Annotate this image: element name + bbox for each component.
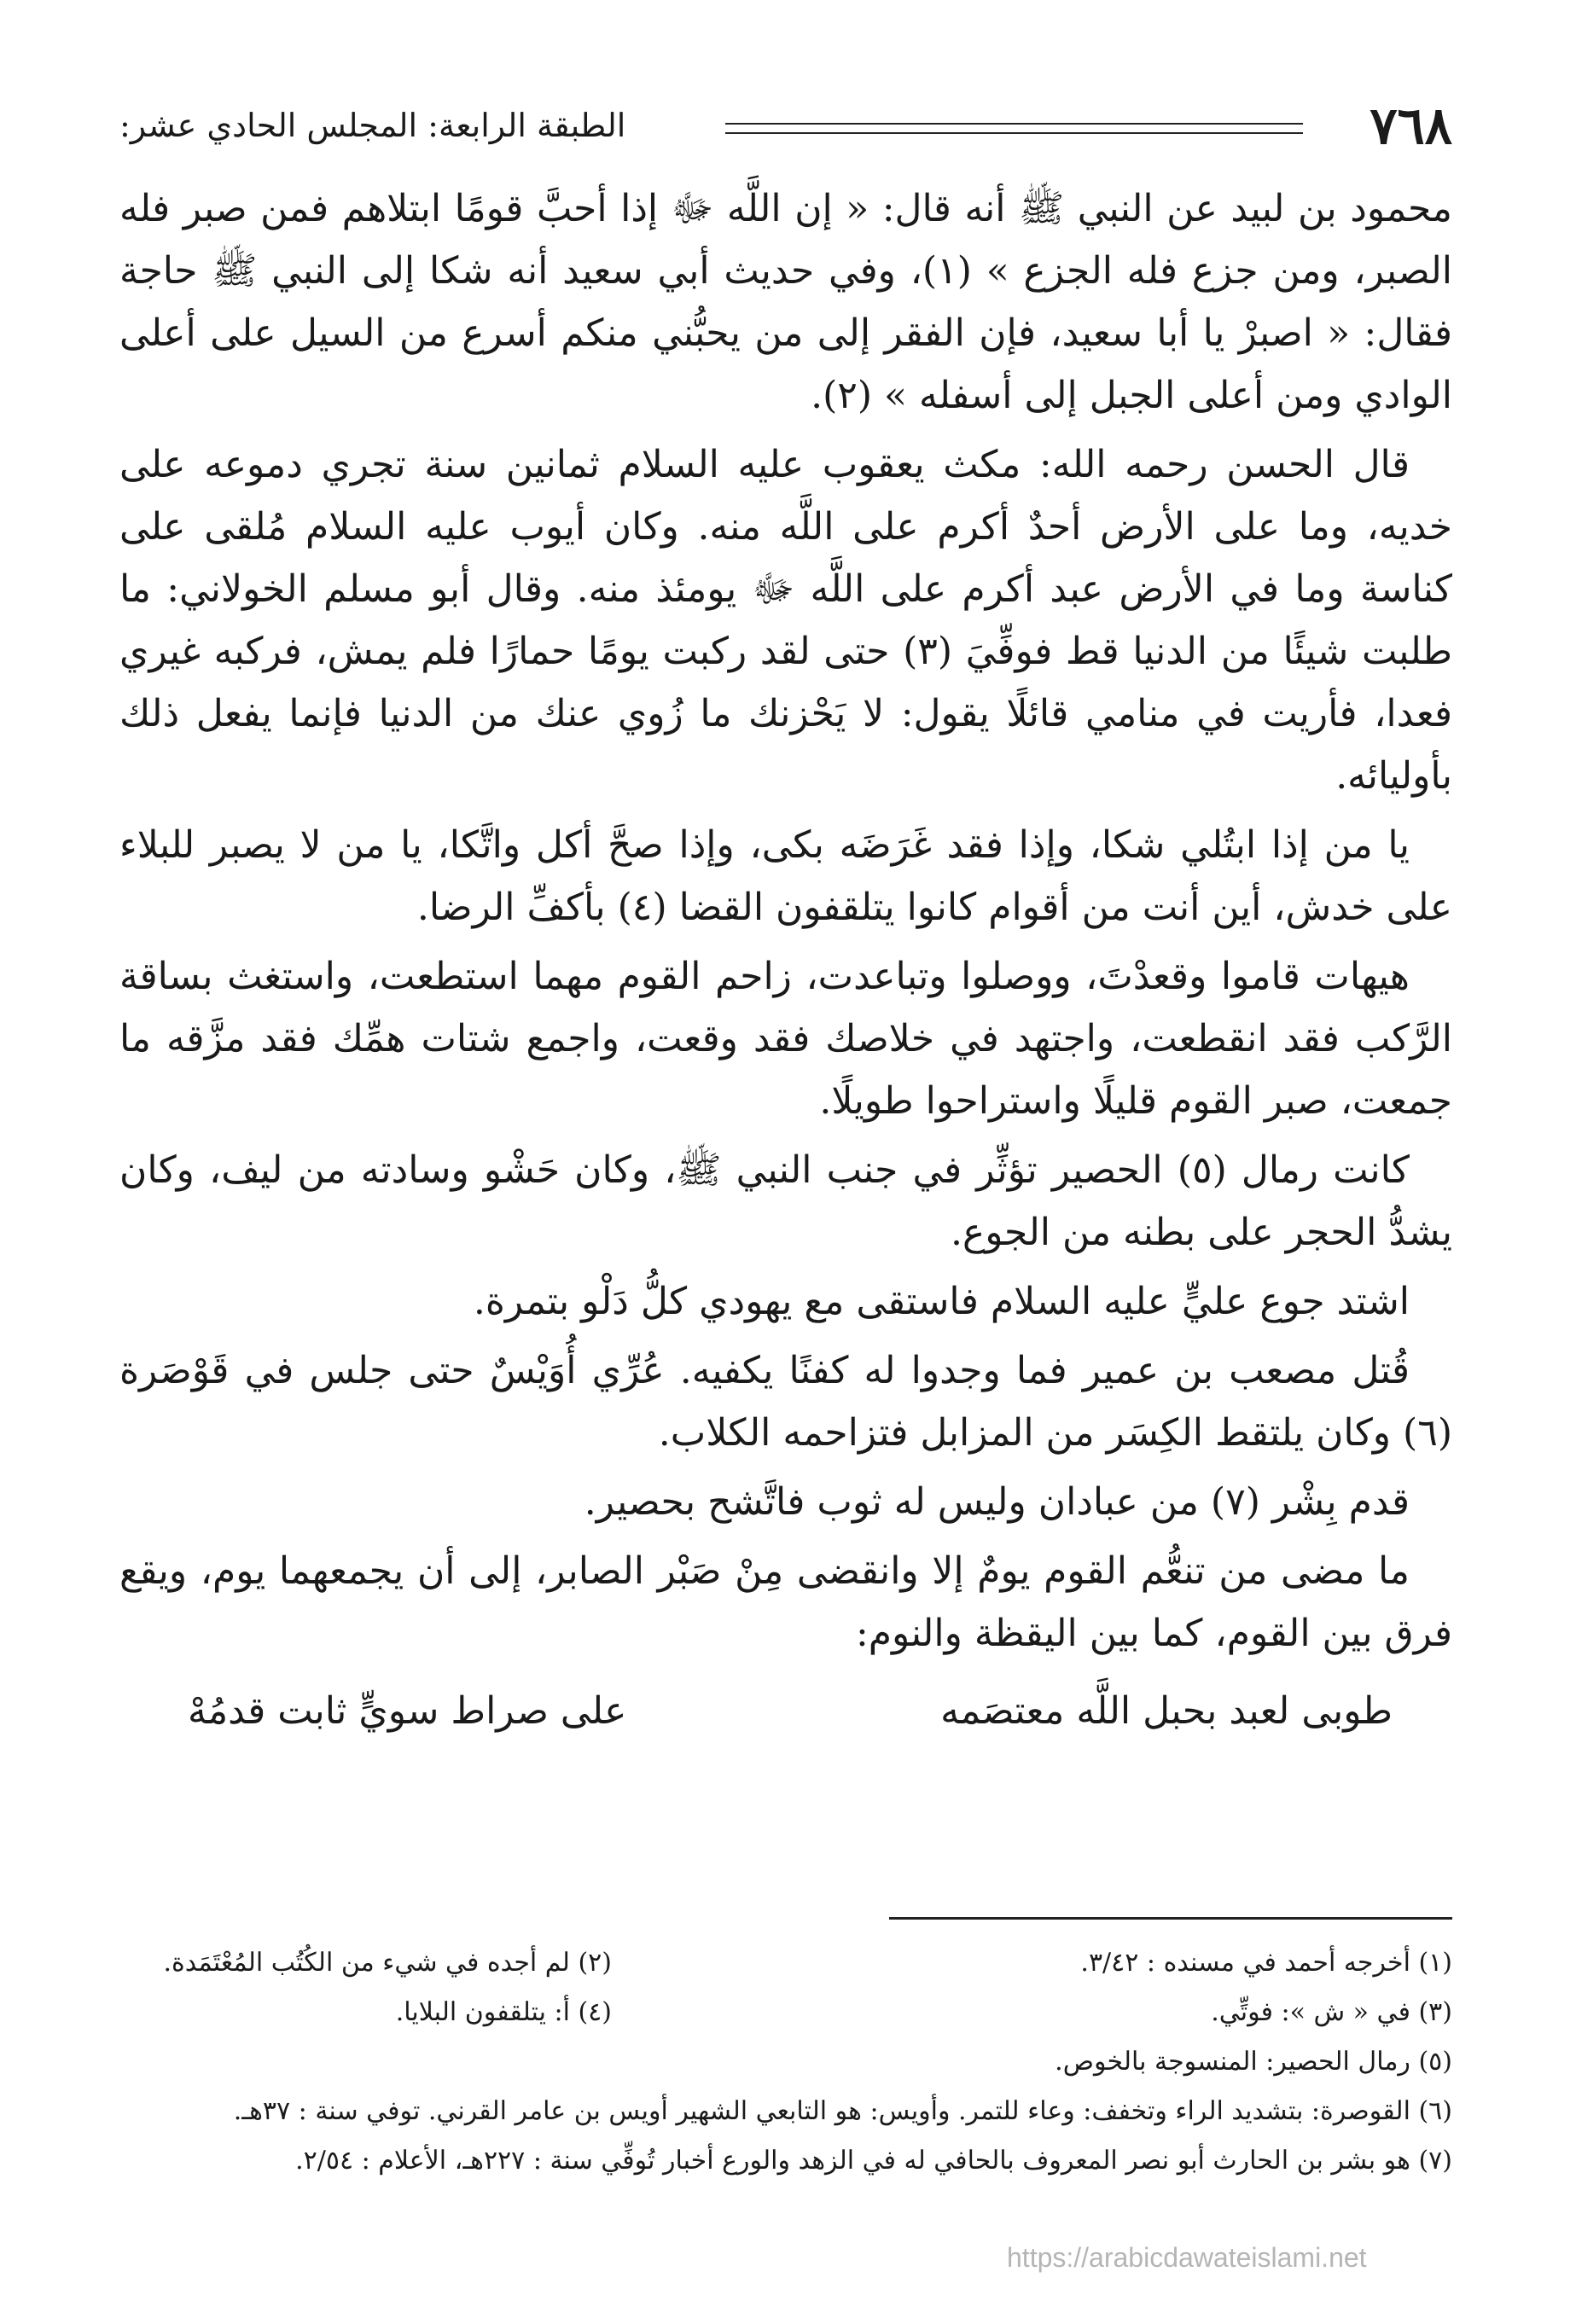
footnote-7: (٧) هو بشر بن الحارث أبو نصر المعروف بالحافي له في الزهد والورع أخبار تُوفِّي سنة : ٢٢٧هـ، الأعلام : ٢/٥٤. xyxy=(295,2146,1452,2176)
paragraph-2: قال الحسن رحمه الله: مكث يعقوب عليه السلام ثمانين سنة تجري دموعه على خديه، وما على الأرض أحدٌ أكرم على اللَّه منه. وكان أيوب عليه السلام مُلقى على كناسة وما في الأرض عبد أكرم على اللَّه ﷻ يومئذ منه. وقال أبو مسلم الخولاني: ما طلبت شيئًا من الدنيا قط فوفِّيَ (٣) حتى لقد ركبت يومًا حمارًا فلم يمش، فركبه غيري فعدا، فأريت في منامي قائلًا يقول: لا يَحْزنك ما زُوي عنك من الدنيا فإنما يفعل ذلك بأوليائه. xyxy=(119,443,1453,798)
footnote-separator xyxy=(889,1917,1452,1920)
page-header xyxy=(119,92,1452,160)
footnote-1: (١) أخرجه أحمد في مسنده : ٣/٤٢. xyxy=(1080,1948,1452,1978)
paragraph-1: محمود بن لبيد عن النبي ﷺ أنه قال: « إن اللَّه ﷻ إذا أحبَّ قومًا ابتلاهم فمن صبر فله الصبر، ومن جزع فله الجزع » (١)، وفي حديث أبي سعيد أنه شكا إلى النبي ﷺ حاجة فقال: « اصبرْ يا أبا سعيد، فإن الفقر إلى من يحبُّني منكم أسرع من السيل على أعلى الوادي ومن أعلى الجبل إلى أسفله » (٢). xyxy=(119,187,1452,417)
poetry-verse xyxy=(119,1680,1452,1757)
watermark-url: https://arabicdawateislami.net xyxy=(1007,2242,1367,2273)
footnote-6: (٦) القوصرة: بتشديد الراء وتخفف: وعاء للتمر. وأويس: هو التابعي الشهير أويس بن عامر القرني. توفي سنة : ٣٧هـ. xyxy=(233,2096,1452,2126)
paragraph-4: هيهات قاموا وقعدْتَ، ووصلوا وتباعدت، زاحم القوم مهما استطعت، واستغث بساقة الرَّكب فقد انقطعت، واجتهد في خلاصك فقد وقعت، واجمع شتات همِّك فقد مزَّقه ما جمعت، صبر القوم قليلًا واستراحوا طويلًا. xyxy=(119,955,1452,1123)
footnotes xyxy=(119,1938,1452,2186)
footnote-4: (٤) أ: يتلقفون البلايا. xyxy=(395,1997,612,2027)
header-double-rule xyxy=(725,123,1303,134)
paragraph-8: قدم بِشْر (٧) من عبادان وليس له ثوب فاتَّشح بحصير. xyxy=(584,1480,1410,1524)
running-title: الطبقة الرابعة: المجلس الحادي عشر: xyxy=(119,107,626,144)
paragraph-7: قُتل مصعب بن عمير فما وجدوا له كفنًا يكفيه. عُرِّي أُوَيْسٌ حتى جلس في قَوْصَرة (٦) وكان يلتقط الكِسَر من المزابل فتزاحمه الكلاب. xyxy=(119,1349,1452,1455)
paragraph-6: اشتد جوع عليٍّ عليه السلام فاستقى مع يهودي كلُّ دَلْو بتمرة. xyxy=(473,1280,1410,1323)
page-number: ٧٦٨ xyxy=(1370,96,1452,156)
footnote-3: (٣) في « ش »: فوتِّي. xyxy=(1211,1997,1452,2027)
verse-first-hemistich: طوبى لعبد بحبل اللَّه معتصَمه xyxy=(940,1689,1393,1733)
footnote-2: (٢) لم أجده في شيء من الكُتُب المُعْتَمَدة. xyxy=(163,1948,612,1978)
footnote-row xyxy=(119,2037,1452,2087)
main-text xyxy=(119,177,1452,1757)
paragraph-5: كانت رمال (٥) الحصير تؤثِّر في جنب النبي ﷺ، وكان حَشْو وسادته من ليف، وكان يشدُّ الحجر على بطنه من الجوع. xyxy=(119,1148,1452,1254)
footnote-row xyxy=(119,1938,1452,1988)
footnote-row xyxy=(119,2087,1452,2136)
verse-second-hemistich: على صراط سويٍّ ثابت قدمُهْ xyxy=(188,1689,627,1733)
footnote-row xyxy=(119,1988,1452,2037)
footnote-row xyxy=(119,2136,1452,2186)
paragraph-3: يا من إذا ابتُلي شكا، وإذا فقد غَرَضَه بكى، وإذا صحَّ أكل واتَّكا، يا من لا يصبر للبلاء على خدش، أين أنت من أقوام كانوا يتلقفون القضا (٤) بأكفِّ الرضا. xyxy=(119,823,1452,929)
paragraph-9: ما مضى من تنعُّم القوم يومٌ إلا وانقضى مِنْ صَبْر الصابر، إلى أن يجمعهما يوم، ويقع فرق بين القوم، كما بين اليقظة والنوم: xyxy=(119,1549,1452,1655)
footnote-5: (٥) رمال الحصير: المنسوجة بالخوص. xyxy=(1055,2047,1452,2077)
